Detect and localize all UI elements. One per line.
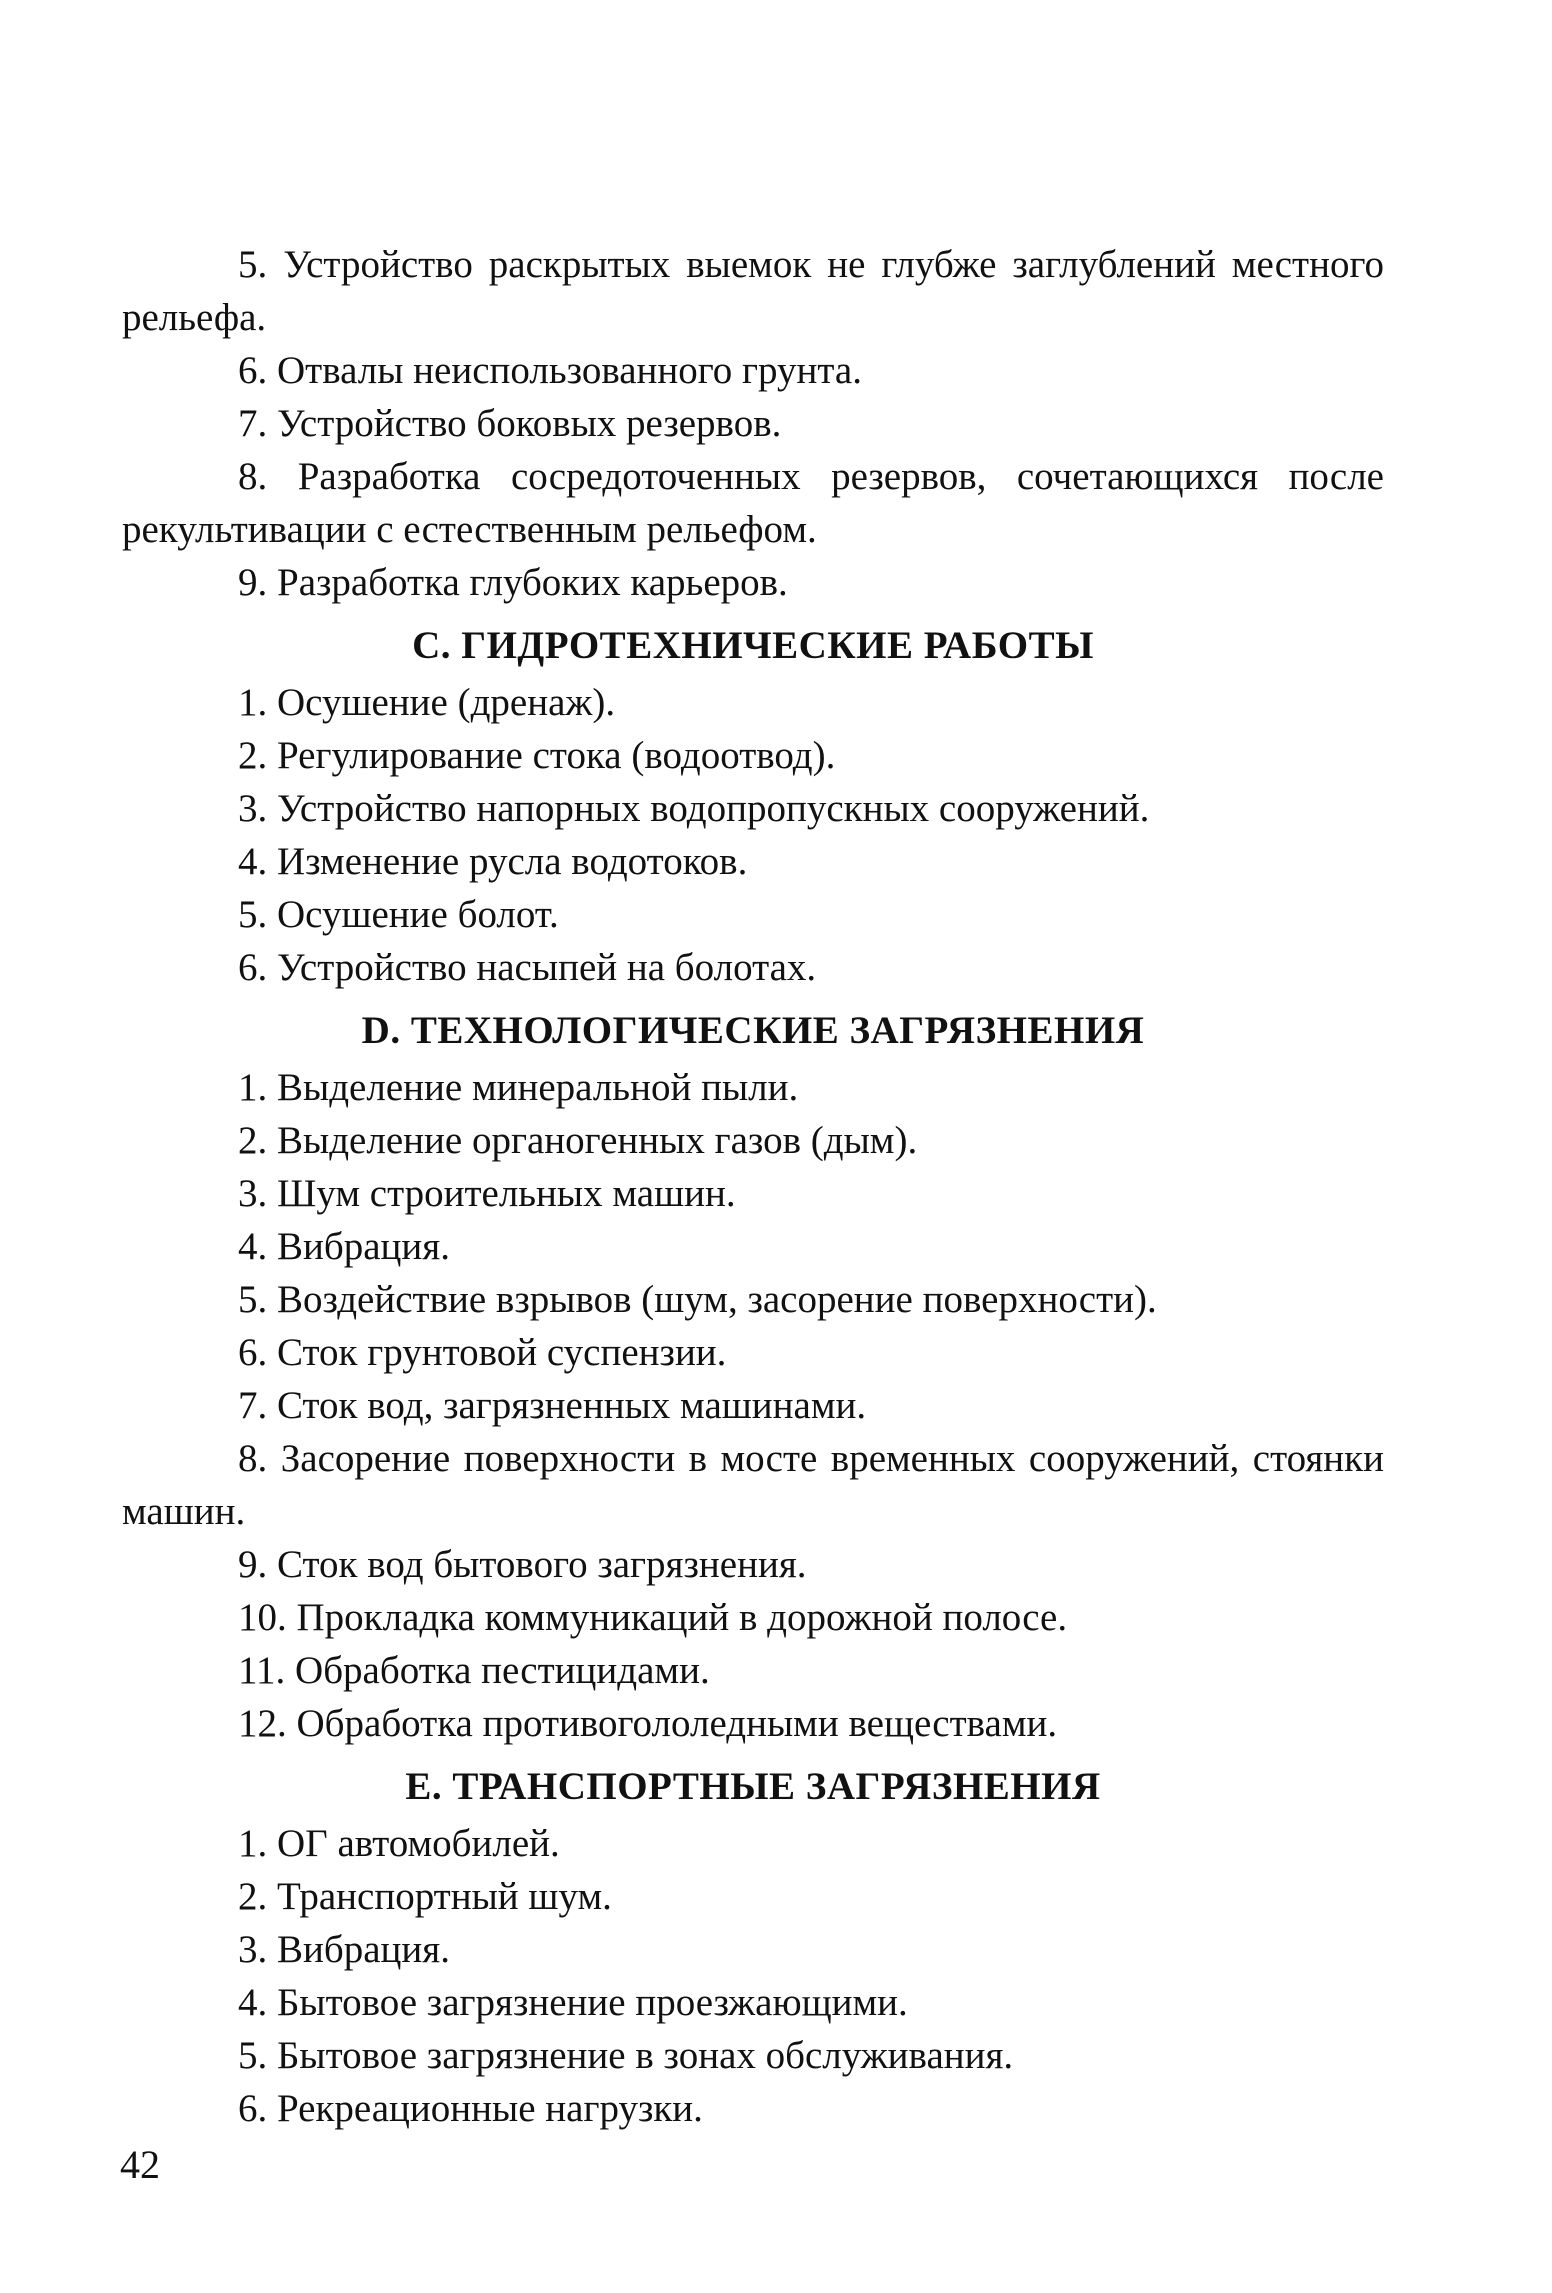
list-item: 6. Сток грунтовой суспензии.	[238, 1331, 727, 1374]
list-item: 12. Обработка противогололедными веществами.	[238, 1702, 1058, 1745]
list-item: 7. Устройство боковых резервов.	[238, 402, 782, 445]
page-number: 42	[120, 2142, 160, 2187]
list-item: 4. Изменение русла водотоков.	[238, 840, 748, 883]
list-item: 6. Устройство насыпей на болотах.	[238, 946, 817, 989]
list-item: 5. Воздействие взрывов (шум, засорение поверхности).	[238, 1278, 1157, 1321]
list-item: 8. Разработка сосредоточенных резервов, сочетающихся после рекультивации с естественным рельефом.	[122, 455, 1384, 551]
list-item: 4. Вибрация.	[238, 1225, 450, 1268]
list-item: 4. Бытовое загрязнение проезжающими.	[238, 1981, 908, 2024]
list-item: 8. Засорение поверхности в мосте временных сооружений, стоянки машин.	[122, 1437, 1384, 1533]
list-item: 9. Сток вод бытового загрязнения.	[238, 1543, 807, 1586]
list-item: 5. Устройство раскрытых выемок не глубже заглублений местного рельефа.	[122, 243, 1384, 339]
list-item: 7. Сток вод, загрязненных машинами.	[238, 1384, 867, 1427]
list-item: 2. Транспортный шум.	[238, 1875, 612, 1918]
section-heading-c: С. ГИДРОТЕХНИЧЕСКИЕ РАБОТЫ	[412, 624, 1094, 667]
list-item: 9. Разработка глубоких карьеров.	[238, 561, 788, 604]
list-item: 6. Отвалы неиспользованного грунта.	[238, 349, 862, 392]
list-item: 11. Обработка пестицидами.	[238, 1649, 710, 1692]
list-item: 6. Рекреационные нагрузки.	[238, 2087, 703, 2130]
section-heading-d: D. ТЕХНОЛОГИЧЕСКИЕ ЗАГРЯЗНЕНИЯ	[361, 1009, 1145, 1052]
list-item: 2. Регулирование стока (водоотвод).	[238, 734, 836, 777]
list-item: 3. Устройство напорных водопропускных сооружений.	[238, 787, 1150, 830]
list-item: 2. Выделение органогенных газов (дым).	[238, 1119, 918, 1162]
list-item: 1. Выделение минеральной пыли.	[238, 1066, 799, 1109]
list-item: 5. Осушение болот.	[238, 893, 559, 936]
list-item: 3. Шум строительных машин.	[238, 1172, 736, 1215]
list-item: 10. Прокладка коммуникаций в дорожной полосе.	[238, 1596, 1068, 1639]
section-heading-e: Е. ТРАНСПОРТНЫЕ ЗАГРЯЗНЕНИЯ	[405, 1765, 1101, 1808]
list-item: 1. Осушение (дренаж).	[238, 681, 616, 724]
list-item: 3. Вибрация.	[238, 1928, 450, 1971]
page-content	[122, 238, 1384, 2135]
list-item: 1. ОГ автомобилей.	[238, 1822, 560, 1865]
list-item: 5. Бытовое загрязнение в зонах обслуживания.	[238, 2034, 1014, 2077]
